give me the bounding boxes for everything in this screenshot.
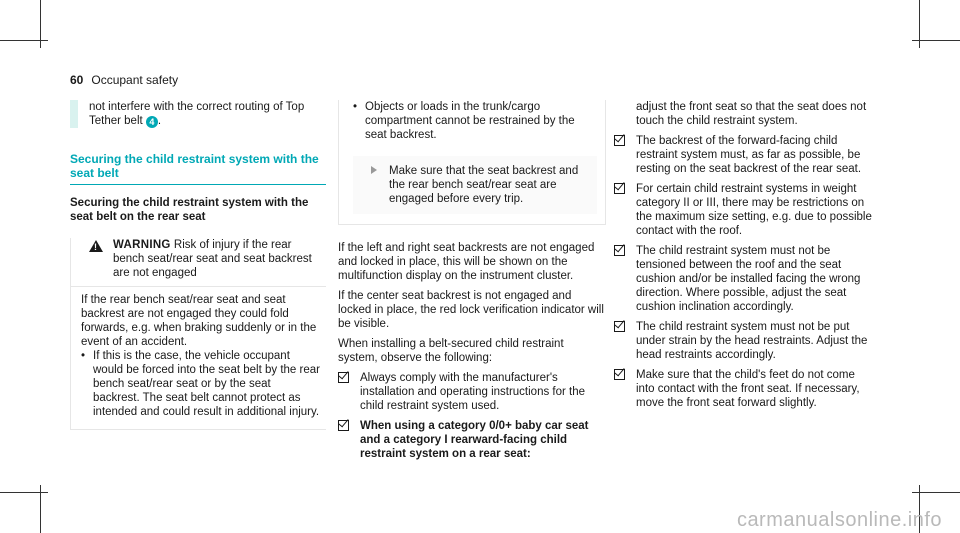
checklist-item (338, 371, 606, 413)
arrow-right-icon (371, 166, 377, 174)
watermark: carmanualsonline.info (736, 509, 942, 531)
paragraph: If the center seat backrest is not engaged and locked in place, the red lock verification indicator will be visible. (338, 290, 604, 330)
checklist-item (614, 368, 874, 410)
checklist-text: When using a category 0/0+ baby car seat and a category I rearward-facing child restraint system on a rear seat: (360, 420, 589, 460)
checklist-text: For certain child restraint systems in weight category II or III, there may be restrictions on the maximum size setting, e.g. due to possible contact with the roof. (636, 183, 872, 237)
checklist-item (614, 320, 874, 362)
list-item: • Objects or loads in the trunk/cargo compartment cannot be restrained by the seat backrest. (353, 100, 597, 142)
list-item: • If this is the case, the vehicle occupant would be forced into the seat belt by the rear bench seat/rear seat or by the seat backrest. The seat belt cannot protect as intended and could result in additional injury. (81, 349, 320, 419)
checkbox-icon (614, 369, 625, 380)
warning-list (353, 100, 597, 142)
crop-mark (912, 492, 960, 493)
sub-title: Securing the child restraint system with the seat belt on the rear seat (70, 197, 309, 223)
checklist-text: Always comply with the manufacturer's installation and operating instructions for the child restraint system used. (360, 372, 586, 412)
checkbox-icon (338, 420, 349, 431)
column-middle (338, 100, 606, 461)
paragraph: When installing a belt-secured child restraint system, observe the following: (338, 338, 564, 364)
note-block (70, 100, 326, 128)
checkbox-icon (338, 372, 349, 383)
checkbox-icon (614, 183, 625, 194)
warning-body (71, 286, 326, 419)
checklist-item (614, 182, 874, 238)
checklist-item (614, 244, 874, 314)
checklist-item (338, 419, 606, 461)
checkbox-icon (614, 245, 625, 256)
action-step (353, 156, 597, 214)
warning-list (81, 349, 320, 419)
crop-mark (912, 40, 960, 41)
checklist-text: The child restraint system must not be tensioned between the roof and the seat cushion and/or be installed facing the wrong direction. Where possible, adjust the seat cushion inclination accordingly. (636, 245, 861, 313)
checkbox-icon (614, 135, 625, 146)
warning-box (70, 238, 326, 430)
section-name: Occupant safety (91, 73, 179, 87)
paragraph: If the left and right seat backrests are not engaged and locked in place, this will be shown on the multifunction display on the instrument cluster. (338, 242, 595, 282)
warning-continuation (338, 100, 606, 225)
page-number: 60 (70, 73, 84, 87)
continued-text: adjust the front seat so that the seat does not touch the child restraint system. (636, 101, 867, 127)
note-end: . (157, 115, 162, 127)
checklist-text: The child restraint system must not be put under strain by the head restraints. Adjust the head restraints accordingly. (636, 321, 868, 361)
warning-text: If the rear bench seat/rear seat and seat backrest are not engaged they could fold forwards, e.g. when braking suddenly or in the event of an accident. (81, 294, 317, 348)
column-left (70, 100, 326, 430)
page-header (70, 73, 178, 87)
checkbox-icon (614, 321, 625, 332)
warning-label: WARNING (113, 239, 171, 251)
checklist-text: The backrest of the forward-facing child restraint system must, as far as possible, be resting on the seat backrest of the rear seat. (636, 135, 862, 175)
warning-heading: Risk of injury if the rear bench seat/rear seat and seat backrest are not engaged (113, 239, 312, 279)
callout-badge: 4 (146, 116, 158, 128)
section-title: Securing the child restraint system with the seat belt (70, 152, 326, 185)
warning-header (71, 238, 326, 286)
column-right (614, 100, 874, 410)
crop-mark (0, 40, 48, 41)
warning-icon (89, 240, 103, 252)
checklist-text: Make sure that the child's feet do not come into contact with the front seat. If necessary, move the front seat forward slightly. (636, 369, 860, 409)
checklist-item (614, 134, 874, 176)
crop-mark (0, 492, 48, 493)
note-text: not interfere with the correct routing of Top Tether belt (89, 101, 305, 127)
action-text: Make sure that the seat backrest and the rear bench seat/rear seat are engaged before every trip. (389, 165, 579, 205)
